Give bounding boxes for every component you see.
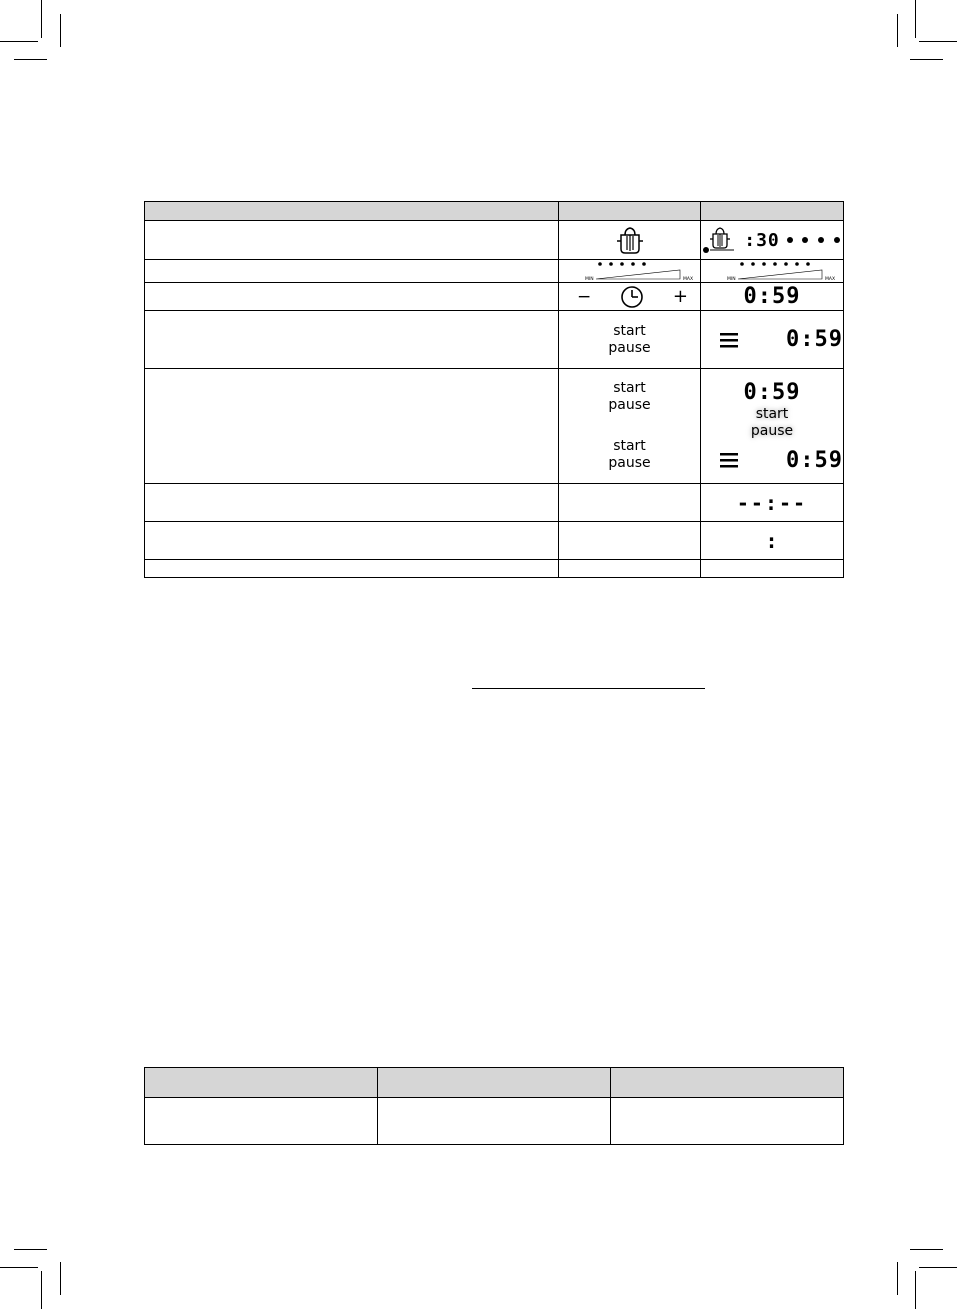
button-cell: [559, 522, 701, 560]
table-row: [145, 522, 844, 560]
level-dots-icon: [784, 235, 844, 245]
power-scale-icon: [570, 260, 693, 282]
description-cell: [145, 311, 559, 369]
table-row: [145, 311, 844, 369]
description-cell: [145, 283, 559, 311]
crop-mark: [0, 1267, 38, 1268]
keep-warm-time: :30: [744, 229, 780, 251]
timer-display: 0:59: [743, 284, 801, 309]
display-cell: [701, 260, 844, 283]
min-label: MIN: [727, 277, 736, 282]
header-cell: [378, 1068, 611, 1098]
header-cell: [701, 202, 844, 221]
button-cell: [559, 484, 701, 522]
table-row: [145, 1098, 844, 1145]
button-cell: [559, 260, 701, 283]
function-table: [144, 201, 844, 578]
crop-mark: [919, 41, 957, 42]
display-cell: [701, 369, 844, 484]
display-cell: [701, 221, 844, 260]
start-label: start: [613, 438, 646, 454]
table-header-row: [145, 1068, 844, 1098]
crop-mark: [910, 1249, 943, 1250]
keep-warm-indicator-icon: [700, 225, 740, 255]
button-cell: [559, 560, 701, 578]
menu-icon: [720, 331, 738, 349]
keep-warm-icon: [613, 224, 647, 256]
header-cell: [145, 1068, 378, 1098]
button-cell: [559, 283, 701, 311]
description-cell: [145, 369, 559, 484]
display-cell: [701, 283, 844, 311]
pause-label: pause: [608, 397, 651, 413]
crop-mark: [897, 14, 898, 47]
button-cell: [559, 311, 701, 369]
description-cell: [145, 560, 559, 578]
timer-display: 0:59: [786, 327, 843, 352]
crop-mark: [60, 1262, 61, 1295]
table-row: [145, 560, 844, 578]
table-row: [145, 283, 844, 311]
table-cell: [611, 1098, 844, 1145]
menu-icon: [720, 451, 738, 469]
header-cell: [145, 202, 559, 221]
timer-display: 0:59: [743, 379, 801, 405]
display-cell: [701, 484, 844, 522]
crop-mark: [14, 59, 47, 60]
second-table: [144, 1067, 844, 1145]
crop-mark: [919, 1267, 957, 1268]
plus-icon: +: [672, 286, 688, 307]
description-cell: [145, 522, 559, 560]
pause-label: pause: [608, 339, 651, 356]
table-header-row: [145, 202, 844, 221]
table-cell: [378, 1098, 611, 1145]
display-cell: [701, 522, 844, 560]
display-cell: [701, 560, 844, 578]
table-row: [145, 484, 844, 522]
start-label: start: [613, 322, 646, 339]
timer-display: 0:59: [786, 447, 843, 473]
start-label: start: [613, 380, 646, 396]
table-cell: [145, 1098, 378, 1145]
header-cell: [559, 202, 701, 221]
start-label: start: [755, 405, 789, 422]
minus-icon: −: [577, 286, 592, 307]
description-cell: [145, 484, 559, 522]
clock-icon: [620, 285, 644, 309]
start-pause-blinking: [701, 406, 843, 440]
pause-label: pause: [608, 455, 651, 471]
crop-mark: [915, 0, 916, 38]
button-cell: [559, 221, 701, 260]
power-scale-display-icon: [712, 260, 836, 282]
crop-mark: [60, 14, 61, 47]
pause-label: pause: [750, 422, 794, 439]
start-pause-button: [559, 380, 700, 414]
max-label: MAX: [682, 277, 693, 282]
table-row: [145, 260, 844, 283]
button-cell: [559, 369, 701, 484]
min-label: MIN: [584, 277, 594, 282]
crop-mark: [41, 1271, 42, 1309]
max-label: MAX: [825, 277, 836, 282]
crop-mark: [41, 0, 42, 38]
description-cell: [145, 260, 559, 283]
start-pause-button: [559, 438, 700, 472]
dashes-display: --:--: [736, 490, 808, 515]
crop-mark: [0, 41, 38, 42]
display-cell: [701, 311, 844, 369]
colon-display: :: [765, 528, 779, 553]
header-cell: [611, 1068, 844, 1098]
crop-mark: [897, 1262, 898, 1295]
crop-mark: [915, 1271, 916, 1309]
link-underline[interactable]: [472, 688, 705, 689]
table-row: [145, 221, 844, 260]
start-pause-button: [559, 323, 700, 357]
crop-mark: [910, 59, 943, 60]
description-cell: [145, 221, 559, 260]
table-row: [145, 369, 844, 484]
crop-mark: [14, 1249, 47, 1250]
